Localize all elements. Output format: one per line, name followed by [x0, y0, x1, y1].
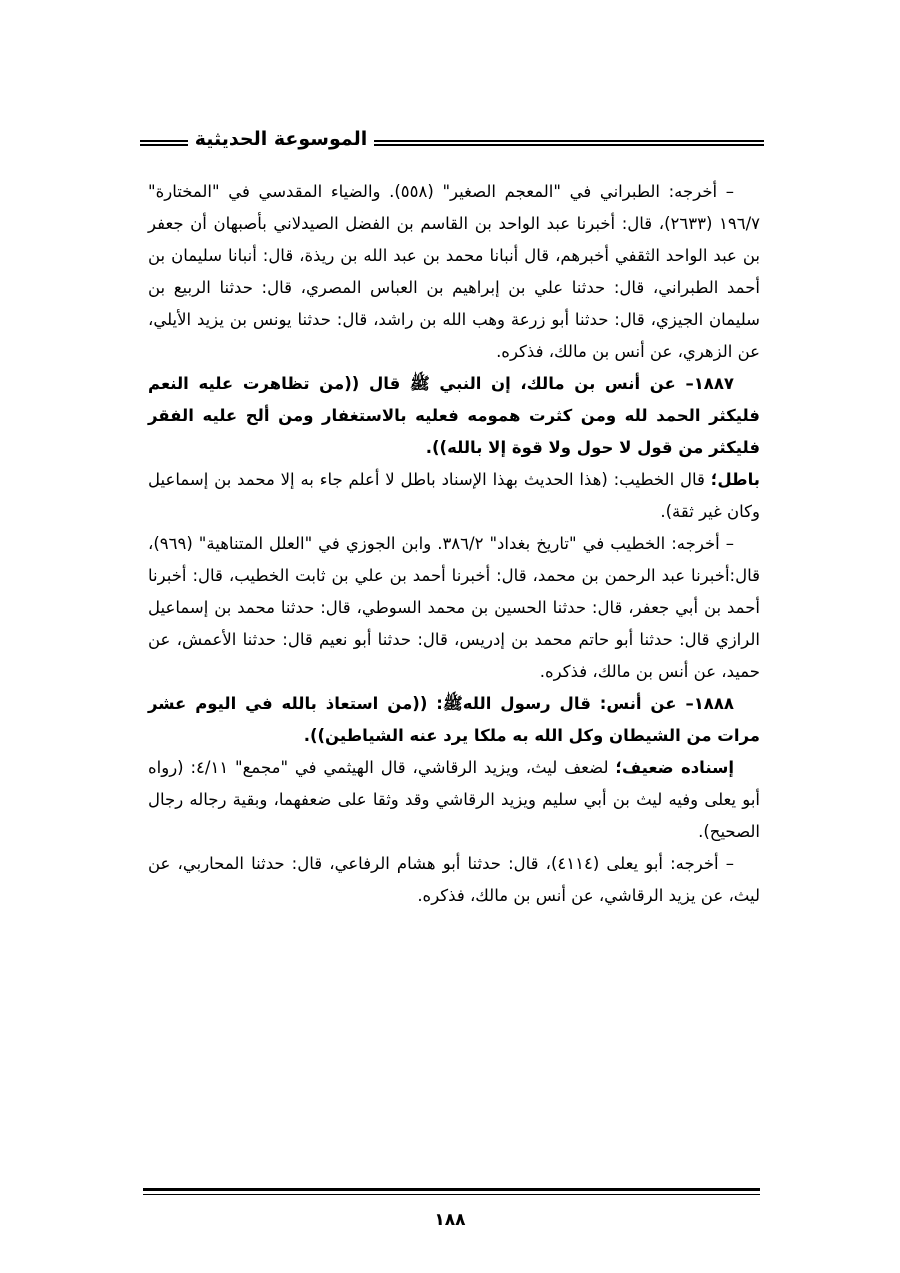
grading-paragraph	[148, 464, 760, 528]
takhrij-paragraph: – أخرجه: الخطيب في "تاريخ بغداد" ٣٨٦/٢. وابن الجوزي في "العلل المتناهية" (٩٦٩)، قال:أخبرنا عبد الرحمن بن محمد، قال: أخبرنا أحمد بن علي بن ثابت الخطيب، قال: أخبرنا أحمد بن أبي جعفر، قال: حدثنا الحسين بن محمد السوطي، قال: حدثنا محمد بن إسماعيل الرازي قال: حدثنا أبو حاتم محمد بن إدريس، قال: حدثنا أبو نعيم قال: حدثنا الأعمش، عن حميد، عن أنس بن مالك، فذكره.	[148, 534, 760, 681]
hadith-1887: ١٨٨٧– عن أنس بن مالك، إن النبي ﷺ قال ((من تظاهرت عليه النعم فليكثر الحمد لله ومن كثرت همومه فعليه بالاستغفار ومن ألح عليه الفقر فليكثر من قول لا حول ولا قوة إلا بالله)).	[148, 374, 760, 457]
grading-text: لضعف ليث، ويزيد الرقاشي، قال الهيثمي في "مجمع" ٤/١١: (رواه أبو يعلى وفيه ليث بن أبي سليم ويزيد الرقاشي وقد وثقا على ضعفهما، وبقية رجاله رجال الصحيح).	[148, 758, 760, 841]
grading-label: باطل؛	[710, 470, 760, 489]
grading-text: قال الخطيب: (هذا الحديث بهذا الإسناد باطل لا أعلم جاء به إلا محمد بن إسماعيل وكان غير ثقة).	[148, 470, 760, 521]
running-header	[140, 126, 764, 156]
takhrij-paragraph: – أخرجه: الطبراني في "المعجم الصغير" (٥٥٨). والضياء المقدسي في "المختارة" ١٩٦/٧ (٢٦٣٣)، قال: أخبرنا عبد الواحد بن القاسم بن الفضل الصيدلاني بأصبهان أن جعفر بن عبد الواحد الثقفي أخبرهم، قال أنبانا محمد بن عبد الله بن ريذة، قال: أنبانا سليمان بن أحمد الطبراني، قال: حدثنا علي بن إبراهيم بن العباس المصري، قال: حدثنا الربيع بن سليمان الجيزي، قال: حدثنا أبو زرعة وهب الله بن راشد، قال: حدثنا يونس بن يزيد الأيلي، عن الزهري، عن أنس بن مالك، فذكره.	[148, 182, 760, 361]
footer-rule	[143, 1188, 760, 1196]
grading-paragraph	[148, 752, 760, 848]
grading-label: إسناده ضعيف؛	[615, 758, 734, 777]
header-rule-left	[140, 140, 188, 146]
header-title: الموسوعة الحديثية	[194, 128, 368, 150]
page-body	[148, 176, 760, 912]
page-number: ١٨٨	[434, 1210, 466, 1230]
hadith-1888: ١٨٨٨– عن أنس: قال رسول اللهﷺ: ((من استعاذ بالله في اليوم عشر مرات من الشيطان وكل الله به ملكا يرد عنه الشياطين)).	[148, 694, 760, 745]
takhrij-paragraph: – أخرجه: أبو يعلى (٤١١٤)، قال: حدثنا أبو هشام الرفاعي، قال: حدثنا المحاربي، عن ليث، عن يزيد الرقاشي، عن أنس بن مالك، فذكره.	[148, 854, 760, 905]
header-rule-right	[374, 140, 764, 146]
